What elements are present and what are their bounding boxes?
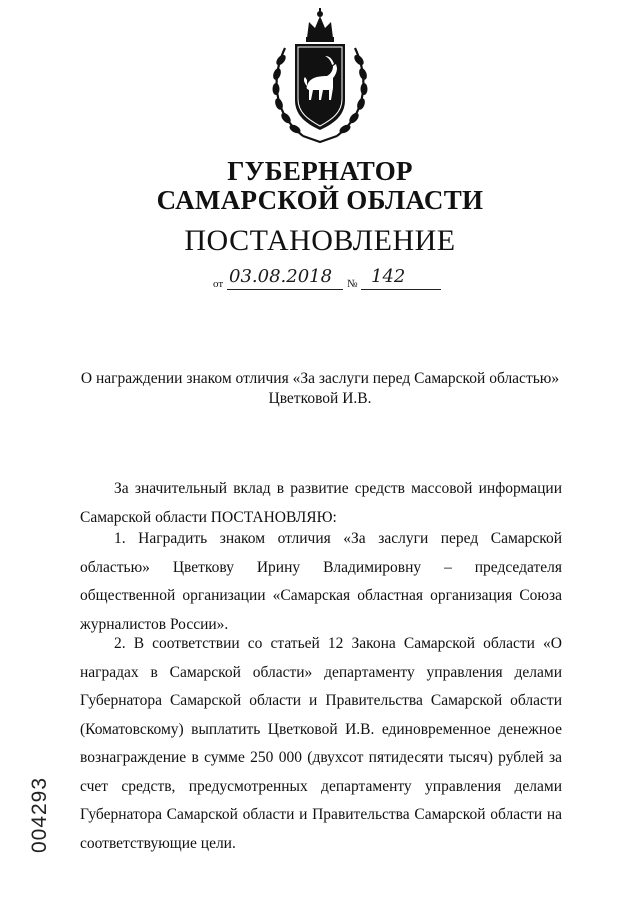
subject-line2: Цветковой И.В. — [268, 390, 372, 407]
header-title-line1: ГУБЕРНАТОР — [227, 156, 413, 186]
from-label: от — [213, 278, 224, 290]
number-label: № — [347, 278, 358, 290]
item1-paragraph: 1. Наградить знаком отличия «За заслуги перед Самарской областью» Цветкову Ирину Владимировну – председателя общественной организации «Самарская областная организация Союза журналистов России». — [80, 530, 562, 633]
handwritten-number: 142 — [371, 266, 406, 287]
date-underline — [227, 289, 343, 290]
subject-line1: О награждении знаком отличия «За заслуги перед Самарской областью» — [80, 370, 560, 387]
side-serial-code — [30, 775, 60, 855]
samara-coat-of-arms-icon — [263, 8, 377, 146]
subject-block — [0, 369, 640, 409]
document-type-title: ПОСТАНОВЛЕНИЕ — [184, 224, 456, 257]
number-underline — [361, 289, 441, 290]
intro-paragraph: За значительный вклад в развитие средств массовой информации Самарской области ПОСТАНОВЛЯЮ: — [80, 480, 562, 526]
handwritten-date: 03.08.2018 — [229, 266, 333, 287]
header-title-line2: САМАРСКОЙ ОБЛАСТИ — [156, 185, 484, 215]
side-serial-code-text: 004293 — [28, 776, 52, 854]
date-number-line — [213, 268, 443, 292]
item2-paragraph: 2. В соответствии со статьей 12 Закона Самарской области «О наградах в Самарской области» департаменту управления делами Губернатора Самарской области и Правительства Самарской области (Коматовскому) выплатить Цветковой И.В. единовременное денежное вознаграждение в сумме 250 000 (двухсот пятидесяти тысяч) рублей за счет средств, предусмотренных департаменту управления делами Губернатора Самарской области и Правительства Самарской области на соответствующие цели. — [80, 635, 562, 852]
